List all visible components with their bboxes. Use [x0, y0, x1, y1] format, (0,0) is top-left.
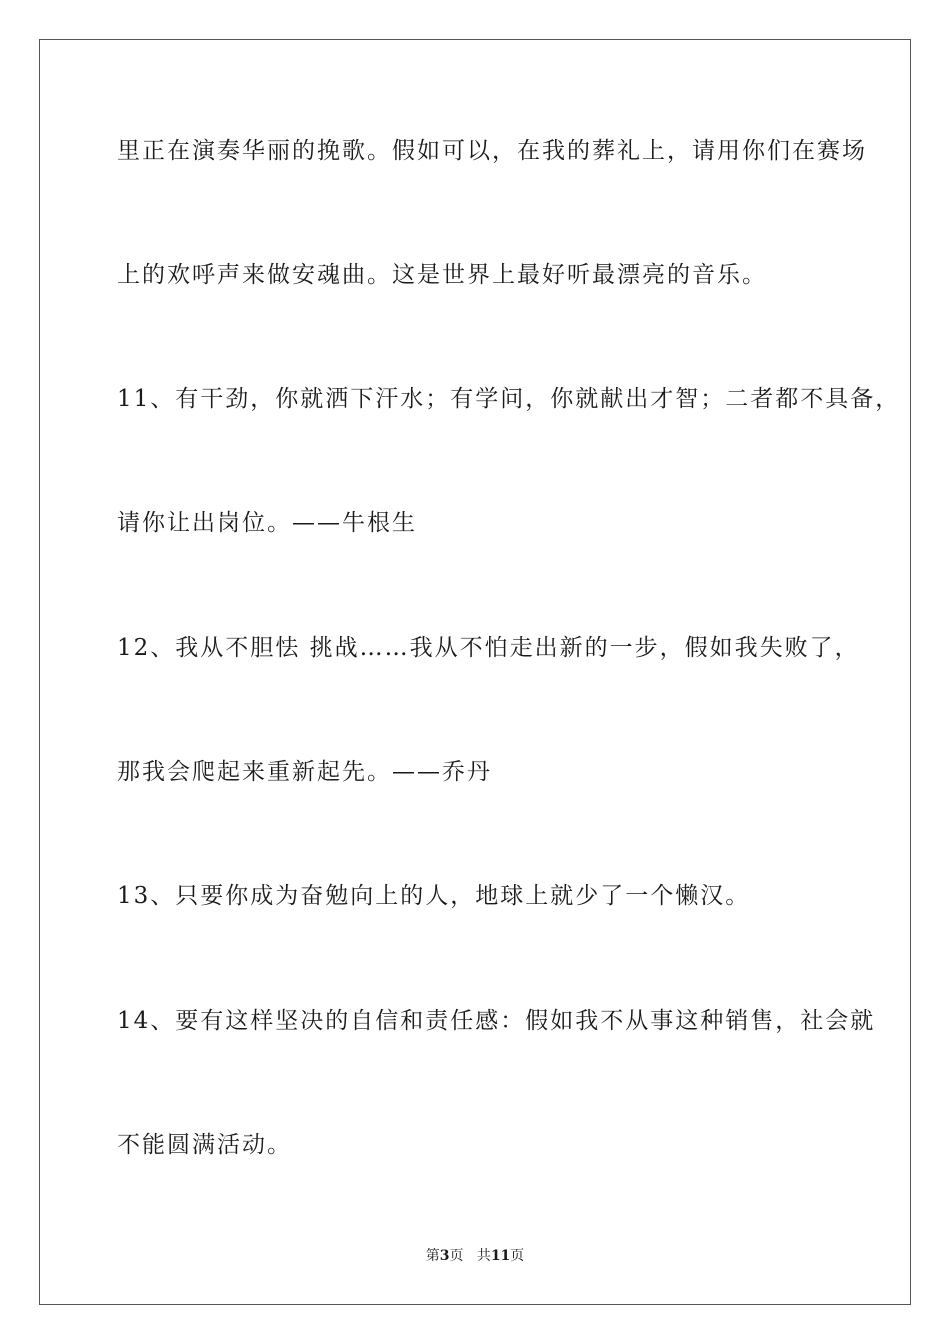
body-text-line-6: 那我会爬起来重新起先。——乔丹 — [117, 759, 492, 785]
body-text-line-3: 11、有干劲，你就洒下汗水；有学问，你就献出才智；二者都不具备， — [117, 386, 901, 412]
footer-total-suffix: 页 — [510, 1248, 525, 1264]
page-border — [39, 39, 911, 1305]
body-text-line-9: 不能圆满活动。 — [117, 1132, 292, 1158]
body-text-line-1: 里正在演奏华丽的挽歌。假如可以，在我的葬礼上，请用你们在赛场 — [117, 138, 867, 164]
page-footer — [0, 1246, 950, 1266]
body-text-line-7: 13、只要你成为奋勉向上的人，地球上就少了一个懒汉。 — [117, 883, 751, 909]
body-text-line-2: 上的欢呼声来做安魂曲。这是世界上最好听最漂亮的音乐。 — [117, 262, 767, 288]
footer-page-suffix: 页 — [449, 1248, 464, 1264]
footer-page-prefix: 第 — [425, 1248, 440, 1264]
body-text-line-8: 14、要有这样坚决的自信和责任感：假如我不从事这种销售，社会就 — [117, 1008, 876, 1034]
footer-total-pages: 11 — [490, 1248, 511, 1264]
body-text-line-4: 请你让出岗位。——牛根生 — [117, 510, 417, 536]
footer-total-prefix: 共 — [476, 1248, 491, 1264]
body-text-line-5: 12、我从不胆怯 挑战……我从不怕走出新的一步，假如我失败了， — [117, 635, 860, 661]
footer-page-number: 3 — [439, 1248, 450, 1264]
